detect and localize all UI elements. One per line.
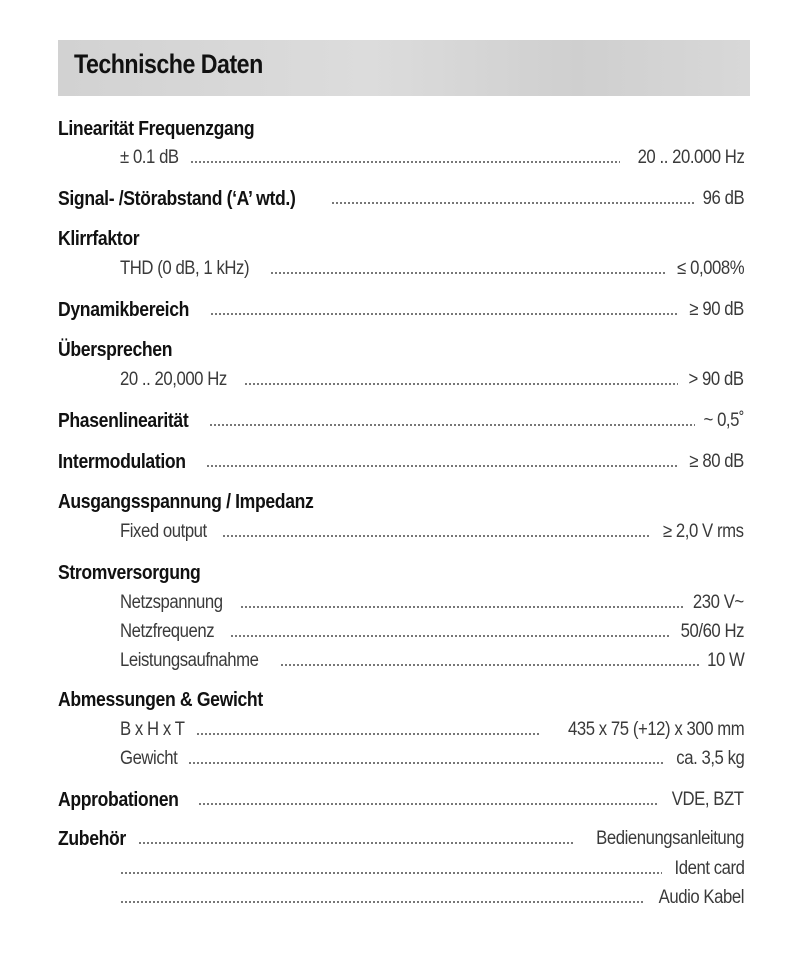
spec-label: Netzspannung [120,592,223,613]
spec-label: Netzfrequenz [120,621,215,642]
dot-leader [198,801,659,807]
spec-label: Phasenlinearität [58,410,189,432]
dot-leader [222,533,650,539]
spec-label: Zubehör [58,828,126,850]
spec-value: ≤ 0,008% [676,258,744,279]
dot-leader [209,422,695,428]
spec-row-frequency-response [120,145,744,171]
spec-heading-label: Übersprechen [58,339,173,361]
spec-row-accessory-audio-cable [120,885,744,911]
dot-leader [120,870,662,876]
spec-row-mains-voltage [120,590,744,616]
spec-value: 96 dB [702,188,744,209]
spec-heading-label: Ausgangsspannung / Impedanz [58,491,314,513]
spec-row-weight [120,746,744,772]
spec-label: Fixed output [120,521,207,542]
spec-value: 435 x 75 (+12) x 300 mm [567,719,744,740]
spec-row-fixed-output [120,519,744,545]
spec-label: Leistungsaufnahme [120,650,259,671]
spec-row-power-consumption [120,648,744,674]
dot-leader [120,899,644,905]
spec-label: Dynamikbereich [58,299,190,321]
spec-label: 20 .. 20,000 Hz [120,369,227,390]
spec-row-dynamic-range [58,297,744,323]
spec-row-approvals [58,787,744,813]
spec-heading-label: Stromversorgung [58,562,201,584]
spec-label: ± 0.1 dB [120,147,179,168]
dot-leader [138,840,573,846]
spec-heading-dimensions [58,687,744,713]
page-title: Technische Daten [74,49,263,79]
spec-row-phase-linearity [58,408,744,434]
spec-value: 20 .. 20.000 Hz [637,147,744,168]
spec-value: ~ 0,5˚ [703,410,744,431]
spec-row-accessories [58,826,744,852]
dot-leader [230,633,669,639]
spec-heading-thd [58,226,744,252]
spec-row-mains-frequency [120,619,744,645]
spec-value: VDE, BZT [672,789,744,810]
spec-value: Ident card [674,858,744,879]
spec-row-crosstalk [120,367,744,393]
spec-value: > 90 dB [688,369,744,390]
dot-leader [196,731,540,737]
dot-leader [244,381,678,387]
spec-heading-label: Klirrfaktor [58,228,140,250]
spec-heading-output [58,489,744,515]
spec-row-accessory-ident-card [120,856,744,882]
spec-heading-linearity [58,116,744,142]
spec-row-intermodulation [58,449,744,475]
dot-leader [188,760,663,766]
spec-label: Intermodulation [58,451,186,473]
spec-heading-power [58,560,744,586]
dot-leader [331,200,694,206]
dot-leader [210,311,679,317]
spec-heading-crosstalk [58,337,744,363]
spec-value: 230 V~ [693,592,744,613]
spec-row-signal-noise [58,186,744,212]
spec-value: ≥ 80 dB [689,451,744,472]
spec-label: THD (0 dB, 1 kHz) [120,258,250,279]
spec-row-thd [120,256,744,282]
dot-leader [190,159,620,165]
spec-value: 50/60 Hz [680,621,744,642]
dot-leader [240,604,684,610]
spec-value: ca. 3,5 kg [675,748,744,769]
dot-leader [270,270,665,276]
dot-leader [206,463,679,469]
spec-label: Approbationen [58,789,179,811]
spec-value: Bedienungsanleitung [596,828,744,849]
spec-value: Audio Kabel [658,887,744,908]
spec-label: Signal- /Störabstand (‘A’ wtd.) [58,188,296,210]
spec-label: B x H x T [120,719,185,740]
spec-row-dimensions [120,717,744,743]
spec-value: ≥ 2,0 V rms [663,521,744,542]
spec-value: ≥ 90 dB [689,299,744,320]
spec-label: Gewicht [120,748,178,769]
spec-heading-label: Linearität Frequenzgang [58,118,255,140]
dot-leader [280,662,698,668]
spec-heading-label: Abmessungen & Gewicht [58,689,263,711]
spec-value: 10 W [706,650,744,671]
